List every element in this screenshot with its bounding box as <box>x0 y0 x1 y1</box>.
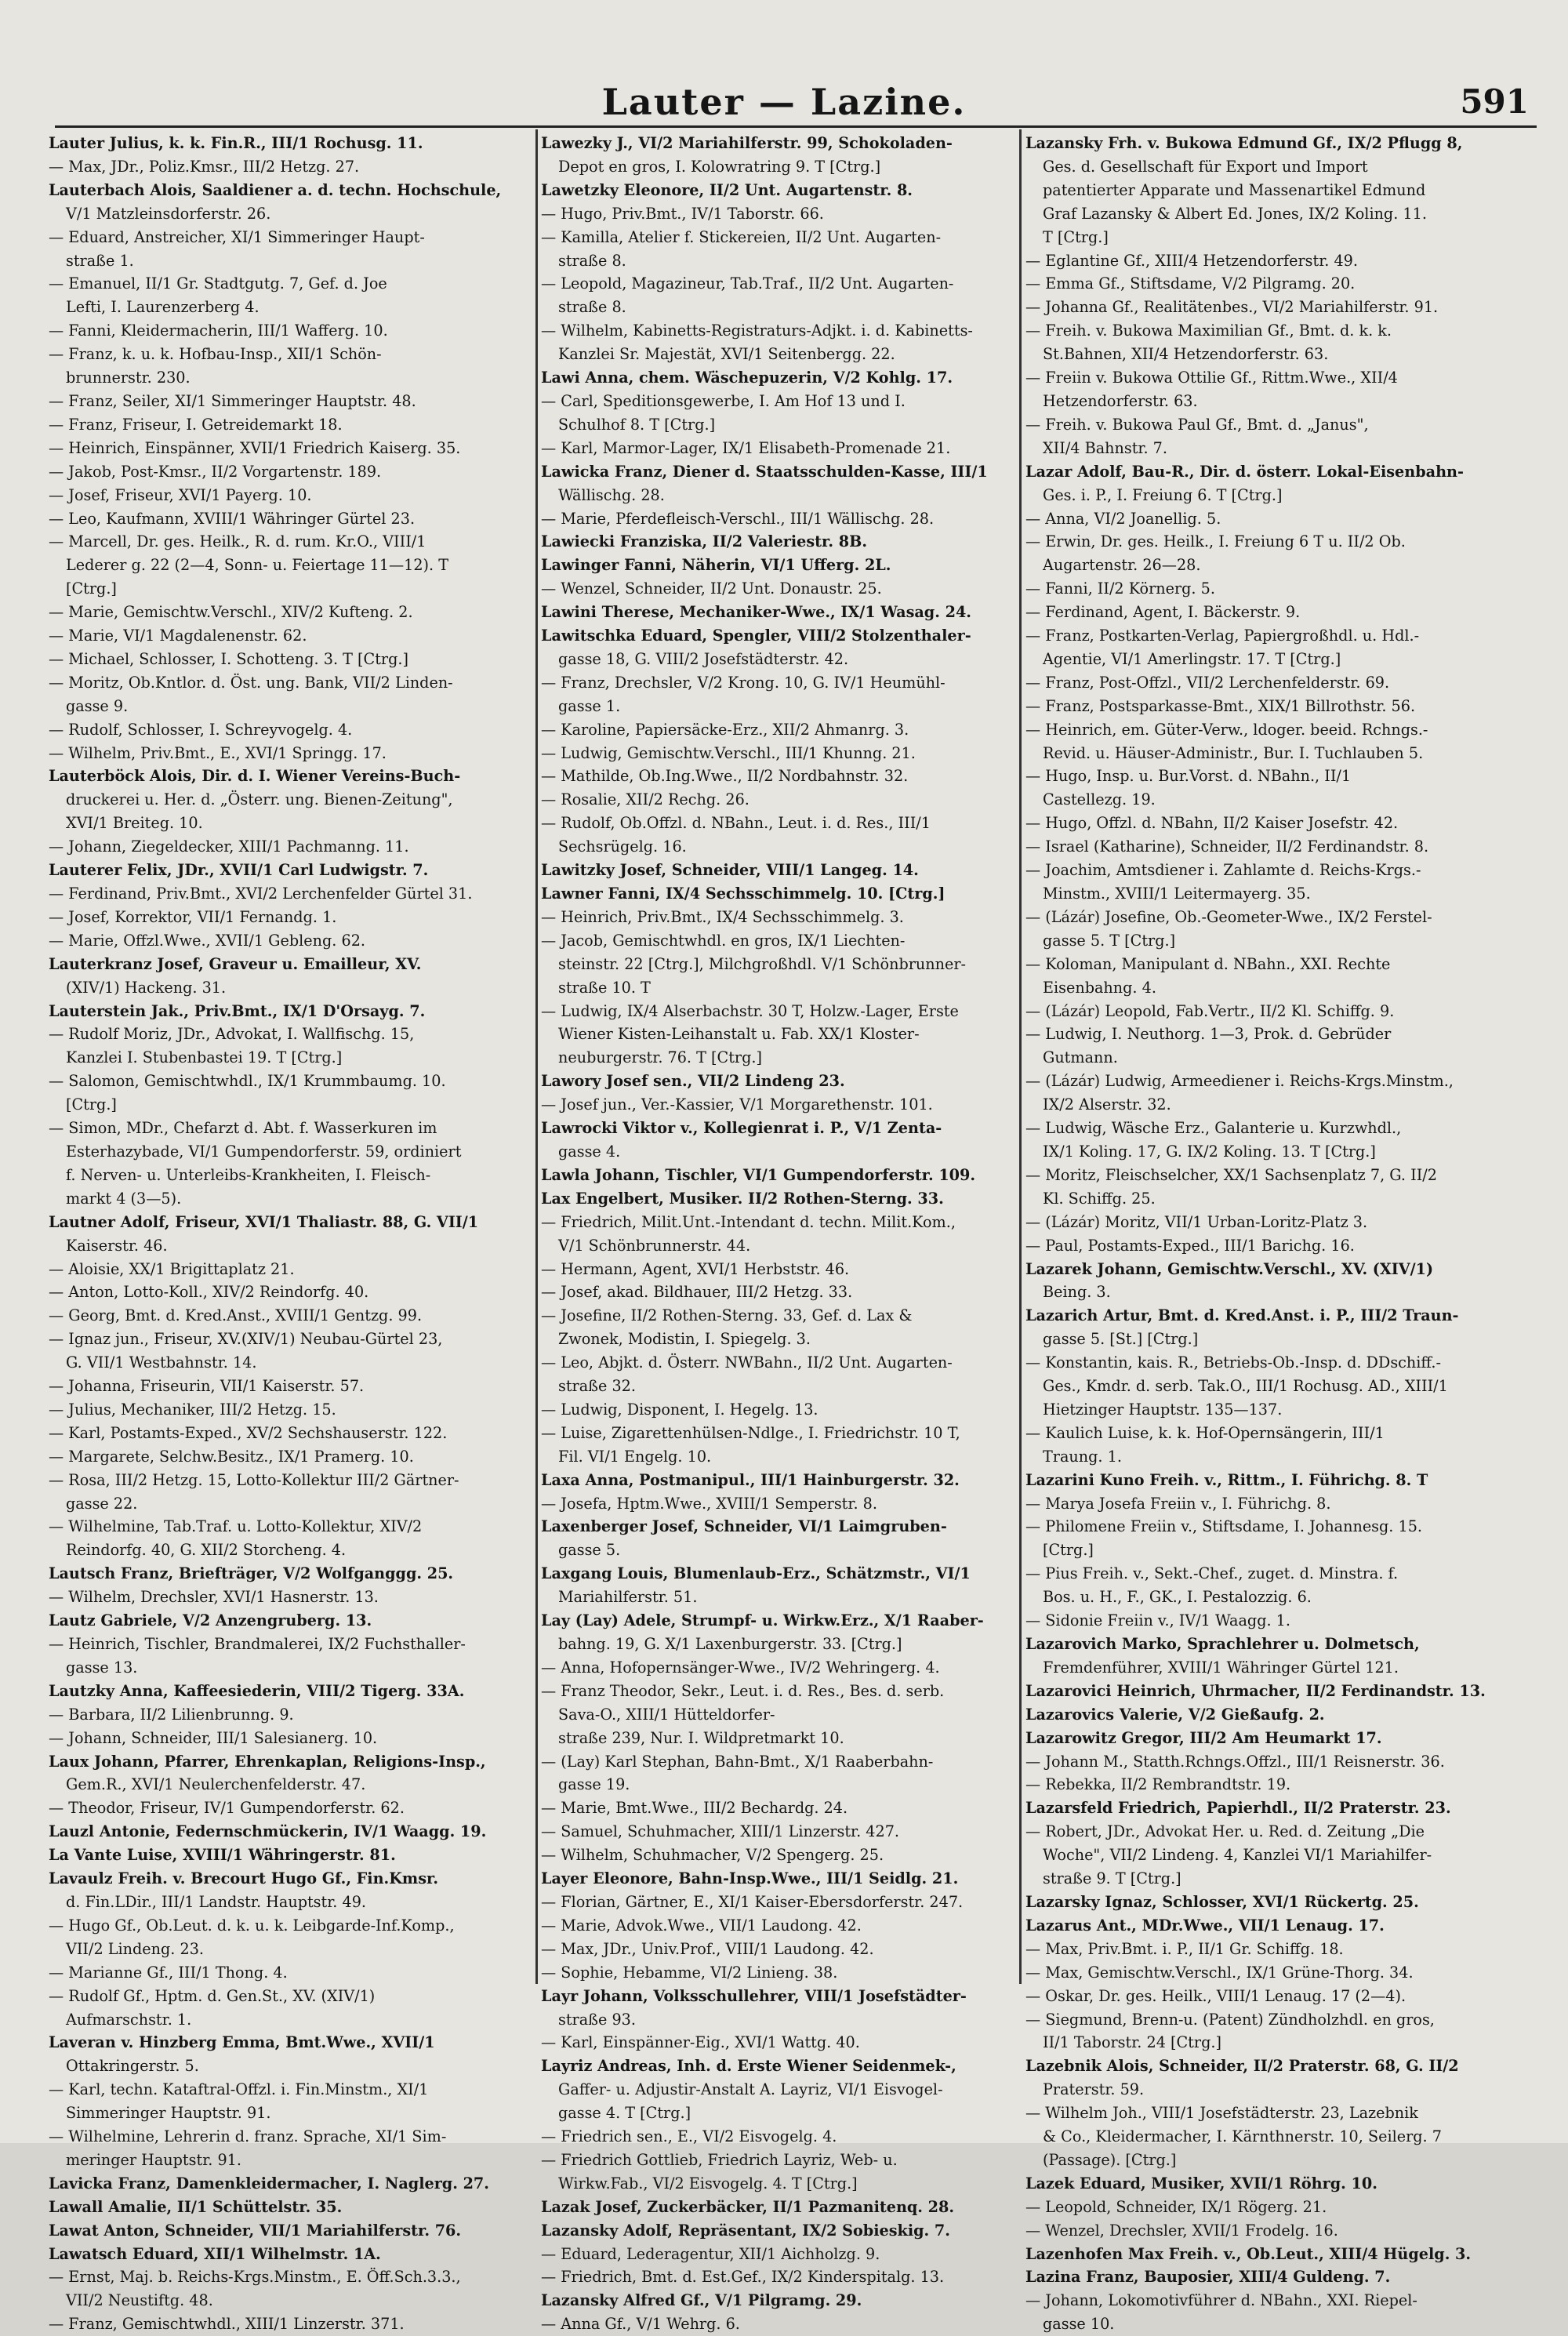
entry-line: — Leo, Abjkt. d. Österr. NWBahn., II/2 Unt. Augarten- <box>541 1353 953 1372</box>
entry-line: — Aloisie, XX/1 Brigittaplatz 21. <box>49 1259 295 1278</box>
entry-continuation: Ges., Kmdr. d. serb. Tak.O., III/1 Rochusg. AD., XIII/1 <box>1043 1377 1448 1396</box>
entry-heading: Lazebnik Alois, Schneider, II/2 Praterstr. 68, G. II/2 <box>1025 2057 1459 2076</box>
entry-continuation: T [Ctrg.] <box>1043 227 1109 246</box>
entry-continuation: Hetzendorferstr. 63. <box>1043 391 1198 410</box>
entry-heading: Lauterböck Alois, Dir. d. I. Wiener Vereins-Buch- <box>49 767 461 786</box>
entry-continuation: Woche", VII/2 Lindeng. 4, Kanzlei VI/1 Mariahilfer- <box>1043 1846 1432 1865</box>
entry-line: — Franz, Friseur, I. Getreidemarkt 18. <box>49 415 343 434</box>
entry-continuation: gasse 5. [St.] [Ctrg.] <box>1043 1330 1199 1349</box>
entry-line: — Philomene Freiin v., Stiftsdame, I. Johannesg. 15. <box>1025 1517 1423 1536</box>
entry-line: — Josefine, II/2 Rothen-Sterng. 33, Gef. d. Lax & <box>541 1306 913 1325</box>
entry-continuation: brunnerstr. 230. <box>66 369 191 387</box>
entry-line: — Franz, Postsparkasse-Bmt., XIX/1 Billrothstr. 56. <box>1025 696 1416 715</box>
header-rule <box>55 125 1537 128</box>
entry-line: — Theodor, Friseur, IV/1 Gumpendorferstr. 62. <box>49 1799 405 1818</box>
entry-line: — Barbara, II/2 Lilienbrunng. 9. <box>49 1705 294 1724</box>
entry-continuation: Sechsrügelg. 16. <box>558 837 687 856</box>
entry-continuation: patentierter Apparate und Massenartikel Edmund <box>1043 180 1426 199</box>
entry-heading: Laxenberger Josef, Schneider, VI/1 Laimgruben- <box>541 1517 947 1536</box>
entry-line: — Kamilla, Atelier f. Stickereien, II/2 Unt. Augarten- <box>541 227 942 246</box>
entry-continuation: straße 32. <box>558 1377 636 1396</box>
entry-continuation: Hietzinger Hauptstr. 135—137. <box>1043 1400 1283 1419</box>
entry-heading: Lawitschka Eduard, Spengler, VIII/2 Stolzenthaler- <box>541 627 971 645</box>
entry-line: — Franz, Post-Offzl., VII/2 Lerchenfelderstr. 69. <box>1025 673 1390 692</box>
entry-line: — Fanni, II/2 Körnerg. 5. <box>1025 579 1215 598</box>
entry-line: — (Lázár) Josefine, Ob.-Geometer-Wwe., IX/2 Ferstel- <box>1025 907 1432 926</box>
entry-line: — Josef, akad. Bildhauer, III/2 Hetzg. 33. <box>541 1283 853 1302</box>
entry-continuation: straße 9. T [Ctrg.] <box>1043 1869 1181 1888</box>
entry-continuation: VII/2 Lindeng. 23. <box>66 1939 205 1958</box>
entry-heading: Lauter Julius, k. k. Fin.R., III/1 Rochusg. 11. <box>49 134 423 152</box>
entry-heading: Lawiecki Franziska, II/2 Valeriestr. 8B. <box>541 532 868 551</box>
entry-line: — Pius Freih. v., Sekt.-Chef., zuget. d. Minstra. f. <box>1025 1564 1399 1583</box>
entry-line: — Johann, Schneider, III/1 Salesianerg. 10. <box>49 1728 378 1747</box>
entry-heading: Lawner Fanni, IX/4 Sechsschimmelg. 10. [Ctrg.] <box>541 885 946 903</box>
entry-continuation: Ges. i. P., I. Freiung 6. T [Ctrg.] <box>1043 485 1283 504</box>
entry-heading: Laxgang Louis, Blumenlaub-Erz., Schätzmstr., VI/1 <box>541 1564 971 1583</box>
entry-heading: Lavicka Franz, Damenkleidermacher, I. Naglerg. 27. <box>49 2174 489 2192</box>
entry-continuation: [Ctrg.] <box>1043 1541 1094 1560</box>
entry-line: — Ernst, Maj. b. Reichs-Krgs.Minstm., E. Öff.Sch.3.3., <box>49 2268 461 2287</box>
entry-line: — Fanni, Kleidermacherin, III/1 Wafferg. 10. <box>49 322 388 340</box>
entry-line: — Marie, Advok.Wwe., VII/1 Laudong. 42. <box>541 1916 862 1935</box>
entry-continuation: Revid. u. Häuser-Administr., Bur. I. Tuchlauben 5. <box>1043 743 1424 762</box>
entry-line: — Sophie, Hebamme, VI/2 Linieng. 38. <box>541 1963 838 1982</box>
entry-heading: Lazarsky Ignaz, Schlosser, XVI/1 Rückertg. 25. <box>1025 1892 1419 1911</box>
entry-continuation: VII/2 Neustiftg. 48. <box>66 2291 213 2310</box>
entry-continuation: Ges. d. Gesellschaft für Export und Import <box>1043 157 1368 176</box>
column-divider <box>535 129 538 1984</box>
entry-line: — Mathilde, Ob.Ing.Wwe., II/2 Nordbahnstr. 32. <box>541 767 909 786</box>
entry-continuation: Kl. Schiffg. 25. <box>1043 1189 1156 1208</box>
entry-line: — Konstantin, kais. R., Betriebs-Ob.-Insp. d. DDschiff.- <box>1025 1353 1441 1372</box>
entry-heading: Lazansky Frh. v. Bukowa Edmund Gf., IX/2 Pflugg 8, <box>1025 134 1463 152</box>
entry-line: — Moritz, Fleischselcher, XX/1 Sachsenplatz 7, G. II/2 <box>1025 1165 1437 1184</box>
page-header <box>0 74 1568 129</box>
entry-continuation: Mariahilferstr. 51. <box>558 1588 698 1607</box>
entry-line: — Johann M., Statth.Rchngs.Offzl., III/1 Reisnerstr. 36. <box>1025 1752 1445 1771</box>
entry-line: — Carl, Speditionsgewerbe, I. Am Hof 13 und I. <box>541 391 906 410</box>
entry-line: — Franz, k. u. k. Hofbau-Insp., XII/1 Schön- <box>49 345 382 364</box>
entry-line: — Wilhelm, Priv.Bmt., E., XVI/1 Springg. 17. <box>49 743 387 762</box>
entry-continuation: druckerei u. Her. d. „Österr. ung. Bienen-Zeitung", <box>66 790 453 809</box>
entry-line: — Heinrich, Einspänner, XVII/1 Friedrich Kaiserg. 35. <box>49 438 461 457</box>
entry-continuation: (Passage). [Ctrg.] <box>1043 2150 1177 2169</box>
entry-line: — Emma Gf., Stiftsdame, V/2 Pilgramg. 20. <box>1025 274 1356 293</box>
entry-continuation: Praterstr. 59. <box>1043 2080 1145 2099</box>
entry-heading: Lazarowitz Gregor, III/2 Am Heumarkt 17. <box>1025 1728 1382 1747</box>
entry-line: — Wilhelm, Kabinetts-Registraturs-Adjkt. i. d. Kabinetts- <box>541 322 973 340</box>
entry-line: — Rudolf, Schlosser, I. Schreyvogelg. 4. <box>49 720 353 739</box>
entry-line: — Franz Theodor, Sekr., Leut. i. d. Res., Bes. d. serb. <box>541 1681 945 1700</box>
entry-continuation: meringer Hauptstr. 91. <box>66 2150 241 2169</box>
entry-line: — Wilhelm Joh., VIII/1 Josefstädterstr. 23, Lazebnik <box>1025 2104 1418 2123</box>
entry-heading: Layriz Andreas, Inh. d. Erste Wiener Seidenmek-, <box>541 2057 956 2076</box>
entry-continuation: straße 10. T <box>558 978 651 997</box>
entry-continuation: d. Fin.LDir., III/1 Landstr. Hauptstr. 49. <box>66 1892 367 1911</box>
entry-line: — Marie, Bmt.Wwe., III/2 Bechardg. 24. <box>541 1799 848 1818</box>
entry-continuation: Eisenbahng. 4. <box>1043 978 1156 997</box>
entry-continuation: Gaffer- u. Adjustir-Anstalt A. Layriz, VI/1 Eisvogel- <box>558 2080 943 2099</box>
entry-line: — Rebekka, II/2 Rembrandtstr. 19. <box>1025 1775 1291 1794</box>
entry-continuation: Aufmarschstr. 1. <box>66 2010 192 2029</box>
entry-line: — Karl, Marmor-Lager, IX/1 Elisabeth-Promenade 21. <box>541 438 951 457</box>
entry-line: — Rudolf Moriz, JDr., Advokat, I. Wallfischg. 15, <box>49 1025 415 1044</box>
entry-line: — Jakob, Post-Kmsr., II/2 Vorgartenstr. 189. <box>49 462 382 481</box>
entry-heading: Lazak Josef, Zuckerbäcker, II/1 Pazmanitenq. 28. <box>541 2197 955 2216</box>
entry-line: — Anna Gf., V/1 Wehrg. 6. <box>541 2315 740 2334</box>
entry-line: — Jacob, Gemischtwhdl. en gros, IX/1 Liechten- <box>541 931 906 950</box>
entry-line: — Josef, Friseur, XVI/1 Payerg. 10. <box>49 485 312 504</box>
entry-heading: Lawini Therese, Mechaniker-Wwe., IX/1 Wasag. 24. <box>541 603 971 622</box>
entry-continuation: Being. 3. <box>1043 1283 1111 1302</box>
entry-heading: Lazarek Johann, Gemischtw.Verschl., XV. (XIV/1) <box>1025 1259 1434 1278</box>
entry-heading: Lazarus Ant., MDr.Wwe., VII/1 Lenaug. 17. <box>1025 1916 1385 1935</box>
entry-line: — Freih. v. Bukowa Maximilian Gf., Bmt. d. k. k. <box>1025 322 1392 340</box>
entry-continuation: Lefti, I. Laurenzerberg 4. <box>66 298 260 317</box>
page-title: Lauter — Lazine. <box>601 81 967 123</box>
entry-line: — Israel (Katharine), Schneider, II/2 Ferdinandstr. 8. <box>1025 837 1429 856</box>
entry-heading: Laxa Anna, Postmanipul., III/1 Hainburgerstr. 32. <box>541 1470 960 1489</box>
entry-line: — Marie, Offzl.Wwe., XVII/1 Gebleng. 62. <box>49 931 365 950</box>
entry-line: — Leopold, Magazineur, Tab.Traf., II/2 Unt. Augarten- <box>541 274 954 293</box>
entry-continuation: Kaiserstr. 46. <box>66 1236 168 1255</box>
entry-continuation: Kanzlei I. Stubenbastei 19. T [Ctrg.] <box>66 1048 343 1067</box>
entry-line: — Luise, Zigarettenhülsen-Ndlge., I. Friedrichstr. 10 T, <box>541 1423 960 1442</box>
entry-line: — Marianne Gf., III/1 Thong. 4. <box>49 1963 288 1982</box>
entry-continuation: Ottakringerstr. 5. <box>66 2057 199 2076</box>
entry-continuation: II/1 Taborstr. 24 [Ctrg.] <box>1043 2033 1221 2052</box>
entry-line: — Marie, VI/1 Magdalenenstr. 62. <box>49 627 307 645</box>
entry-continuation: Agentie, VI/1 Amerlingstr. 17. T [Ctrg.] <box>1043 649 1341 668</box>
entry-continuation: Augartenstr. 26—28. <box>1043 556 1201 575</box>
entry-line: — Freih. v. Bukowa Paul Gf., Bmt. d. „Janus", <box>1025 415 1369 434</box>
entry-continuation: V/1 Matzleinsdorferstr. 26. <box>66 204 271 223</box>
entry-heading: Lawory Josef sen., VII/2 Lindeng 23. <box>541 1072 845 1091</box>
entry-heading: Laux Johann, Pfarrer, Ehrenkaplan, Religions-Insp., <box>49 1752 486 1771</box>
entry-continuation: XII/4 Bahnstr. 7. <box>1043 438 1167 457</box>
entry-continuation: Schulhof 8. T [Ctrg.] <box>558 415 716 434</box>
entry-continuation: Graf Lazansky & Albert Ed. Jones, IX/2 Koling. 11. <box>1043 204 1427 223</box>
entry-line: — Paul, Postamts-Exped., III/1 Barichg. 16. <box>1025 1236 1355 1255</box>
entry-line: — Samuel, Schuhmacher, XIII/1 Linzerstr. 427. <box>541 1822 900 1841</box>
entry-heading: Lazek Eduard, Musiker, XVII/1 Röhrg. 10. <box>1025 2174 1377 2192</box>
entry-continuation: gasse 4. T [Ctrg.] <box>558 2104 691 2123</box>
entry-line: — (Lay) Karl Stephan, Bahn-Bmt., X/1 Raaberbahn- <box>541 1752 934 1771</box>
entry-continuation: gasse 22. <box>66 1494 138 1513</box>
entry-line: — Ludwig, Disponent, I. Hegelg. 13. <box>541 1400 818 1419</box>
entry-continuation: XVI/1 Breiteg. 10. <box>66 814 203 833</box>
entry-line: — Koloman, Manipulant d. NBahn., XXI. Rechte <box>1025 954 1391 973</box>
entry-continuation: gasse 4. <box>558 1142 621 1161</box>
entry-heading: Lawat Anton, Schneider, VII/1 Mariahilferstr. 76. <box>49 2221 462 2240</box>
entry-heading: Lautsch Franz, Briefträger, V/2 Wolfganggg. 25. <box>49 1564 454 1583</box>
entry-line: — Johanna Gf., Realitätenbes., VI/2 Mariahilferstr. 91. <box>1025 298 1439 317</box>
entry-line: — Karl, Postamts-Exped., XV/2 Sechshauserstr. 122. <box>49 1423 448 1442</box>
entry-heading: Lawezky J., VI/2 Mariahilferstr. 99, Schokoladen- <box>541 134 953 152</box>
entry-line: — Karoline, Papiersäcke-Erz., XII/2 Ahmanrg. 3. <box>541 720 909 739</box>
entry-line: — Joachim, Amtsdiener i. Zahlamte d. Reichs-Krgs.- <box>1025 861 1421 880</box>
column-divider <box>1019 129 1022 1984</box>
entry-continuation: Kanzlei Sr. Majestät, XVI/1 Seitenbergg. 22. <box>558 345 895 364</box>
entry-continuation: V/1 Schönbrunnerstr. 44. <box>558 1236 751 1255</box>
entry-heading: Lauterbach Alois, Saaldiener a. d. techn. Hochschule, <box>49 180 502 199</box>
entry-heading: Lazina Franz, Bauposier, XIII/4 Guldeng. 7. <box>1025 2268 1391 2287</box>
entry-line: — Max, JDr., Univ.Prof., VIII/1 Laudong. 42. <box>541 1939 874 1958</box>
entry-line: — Johann, Lokomotivführer d. NBahn., XXI. Riepel- <box>1025 2291 1417 2310</box>
entry-line: — (Lázár) Ludwig, Armeediener i. Reichs-Krgs.Minstm., <box>1025 1072 1454 1091</box>
entry-line: — (Lázár) Moritz, VII/1 Urban-Loritz-Platz 3. <box>1025 1212 1368 1231</box>
entry-continuation: f. Nerven- u. Unterleibs-Krankheiten, I. Fleisch- <box>66 1165 431 1184</box>
entry-line: — Josef, Korrektor, VII/1 Fernandg. 1. <box>49 907 337 926</box>
entry-continuation: IX/2 Alserstr. 32. <box>1043 1095 1171 1114</box>
entry-line: — Wenzel, Drechsler, XVII/1 Frodelg. 16. <box>1025 2221 1338 2240</box>
entry-line: — Wilhelm, Schuhmacher, V/2 Spengerg. 25. <box>541 1846 884 1865</box>
directory-column-2 <box>541 132 1015 2334</box>
entry-continuation: Gutmann. <box>1043 1048 1118 1067</box>
entry-line: — Ludwig, Gemischtw.Verschl., III/1 Khunng. 21. <box>541 743 916 762</box>
entry-line: — (Lázár) Leopold, Fab.Vertr., II/2 Kl. Schiffg. 9. <box>1025 1001 1395 1020</box>
entry-line: — Julius, Mechaniker, III/2 Hetzg. 15. <box>49 1400 336 1419</box>
entry-continuation: Castellezg. 19. <box>1043 790 1156 809</box>
entry-heading: Lawinger Fanni, Näherin, VI/1 Ufferg. 2L. <box>541 556 891 575</box>
entry-continuation: gasse 13. <box>66 1658 138 1677</box>
entry-line: — Max, Priv.Bmt. i. P., II/1 Gr. Schiffg. 18. <box>1025 1939 1344 1958</box>
page-number: 591 <box>1460 82 1529 121</box>
entry-heading: Lautner Adolf, Friseur, XVI/1 Thaliastr. 88, G. VII/1 <box>49 1212 479 1231</box>
entry-continuation: Sava-O., XIII/1 Hütteldorfer- <box>558 1705 775 1724</box>
entry-line: — Rudolf, Ob.Offzl. d. NBahn., Leut. i. d. Res., III/1 <box>541 814 931 833</box>
entry-continuation: [Ctrg.] <box>66 579 117 598</box>
entry-line: — Leo, Kaufmann, XVIII/1 Währinger Gürtel 23. <box>49 509 416 528</box>
entry-continuation: Fremdenführer, XVIII/1 Währinger Gürtel 121. <box>1043 1658 1399 1677</box>
entry-line: — Johann, Ziegeldecker, XIII/1 Pachmanng. 11. <box>49 837 409 856</box>
entry-heading: Layr Johann, Volksschullehrer, VIII/1 Josefstädter- <box>541 1986 967 2005</box>
entry-line: — Heinrich, Priv.Bmt., IX/4 Sechsschimmelg. 3. <box>541 907 904 926</box>
entry-line: — Ludwig, I. Neuthorg. 1—3, Prok. d. Gebrüder <box>1025 1025 1392 1044</box>
entry-line: — Moritz, Ob.Kntlor. d. Öst. ung. Bank, VII/2 Linden- <box>49 673 453 692</box>
entry-line: — Hugo, Priv.Bmt., IV/1 Taborstr. 66. <box>541 204 824 223</box>
entry-continuation: gasse 5. <box>558 1541 621 1560</box>
entry-line: — Ludwig, IX/4 Alserbachstr. 30 T, Holzw.-Lager, Erste <box>541 1001 959 1020</box>
entry-line: — Kaulich Luise, k. k. Hof-Opernsängerin, III/1 <box>1025 1423 1385 1442</box>
entry-heading: Lazarini Kuno Freih. v., Rittm., I. Führichg. 8. T <box>1025 1470 1428 1489</box>
entry-line: — Marya Josefa Freiin v., I. Führichg. 8. <box>1025 1494 1331 1513</box>
entry-line: — Max, JDr., Poliz.Kmsr., III/2 Hetzg. 27. <box>49 157 360 176</box>
entry-continuation: straße 239, Nur. I. Wildpretmarkt 10. <box>558 1728 844 1747</box>
entry-line: — Friedrich Gottlieb, Friedrich Layriz, Web- u. <box>541 2150 898 2169</box>
entry-line: — Florian, Gärtner, E., XI/1 Kaiser-Ebersdorferstr. 247. <box>541 1892 964 1911</box>
entry-continuation: (XIV/1) Hackeng. 31. <box>66 978 227 997</box>
entry-continuation: Lederer g. 22 (2—4, Sonn- u. Feiertage 11—12). T <box>66 556 449 575</box>
entry-heading: Lawitzky Josef, Schneider, VIII/1 Langeg. 14. <box>541 861 919 880</box>
entry-line: — Ignaz jun., Friseur, XV.(XIV/1) Neubau-Gürtel 23, <box>49 1330 443 1349</box>
entry-continuation: markt 4 (3—5). <box>66 1189 182 1208</box>
entry-continuation: Bos. u. H., F., GK., I. Pestalozzig. 6. <box>1043 1588 1312 1607</box>
entry-line: — Hermann, Agent, XVI/1 Herbststr. 46. <box>541 1259 850 1278</box>
entry-line: — Wilhelmine, Lehrerin d. franz. Sprache, XI/1 Sim- <box>49 2127 447 2146</box>
entry-heading: Lauterkranz Josef, Graveur u. Emailleur, XV. <box>49 954 422 973</box>
entry-continuation: gasse 1. <box>558 696 621 715</box>
entry-continuation: Reindorfg. 40, G. XII/2 Storcheng. 4. <box>66 1541 347 1560</box>
entry-continuation: straße 93. <box>558 2010 636 2029</box>
entry-line: — Franz, Postkarten-Verlag, Papiergroßhdl. u. Hdl.- <box>1025 627 1420 645</box>
entry-heading: Lauterstein Jak., Priv.Bmt., IX/1 D'Orsayg. 7. <box>49 1001 426 1020</box>
entry-line: — Rudolf Gf., Hptm. d. Gen.St., XV. (XIV/1) <box>49 1986 376 2005</box>
entry-continuation: IX/1 Koling. 17, G. IX/2 Koling. 13. T [Ctrg.] <box>1043 1142 1376 1161</box>
entry-line: — Friedrich, Bmt. d. Est.Gef., IX/2 Kinderspitalg. 13. <box>541 2268 945 2287</box>
entry-heading: Lawatsch Eduard, XII/1 Wilhelmstr. 1A. <box>49 2244 381 2263</box>
entry-line: — Robert, JDr., Advokat Her. u. Red. d. Zeitung „Die <box>1025 1822 1425 1841</box>
entry-line: — Georg, Bmt. d. Kred.Anst., XVIII/1 Gentzg. 99. <box>49 1306 423 1325</box>
entry-line: — Hugo, Offzl. d. NBahn, II/2 Kaiser Josefstr. 42. <box>1025 814 1399 833</box>
entry-line: — Ferdinand, Agent, I. Bäckerstr. 9. <box>1025 603 1301 622</box>
entry-line: — Karl, Einspänner-Eig., XVI/1 Wattg. 40. <box>541 2033 860 2052</box>
entry-heading: Lazar Adolf, Bau-R., Dir. d. österr. Lokal-Eisenbahn- <box>1025 462 1464 481</box>
entry-line: — Oskar, Dr. ges. Heilk., VIII/1 Lenaug. 17 (2—4). <box>1025 1986 1406 2005</box>
entry-heading: Laveran v. Hinzberg Emma, Bmt.Wwe., XVII/1 <box>49 2033 435 2052</box>
entry-continuation: gasse 10. <box>1043 2315 1115 2334</box>
entry-heading: Lautzky Anna, Kaffeesiederin, VIII/2 Tigerg. 33A. <box>49 1681 465 1700</box>
entry-line: — Franz, Drechsler, V/2 Krong. 10, G. IV/1 Heumühl- <box>541 673 946 692</box>
entry-line: — Josefa, Hptm.Wwe., XVIII/1 Semperstr. 8. <box>541 1494 877 1513</box>
entry-continuation: G. VII/1 Westbahnstr. 14. <box>66 1353 257 1372</box>
entry-continuation: Minstm., XVIII/1 Leitermayerg. 35. <box>1043 885 1311 903</box>
entry-line: — Heinrich, em. Güter-Verw., ldoger. beeid. Rchngs.- <box>1025 720 1428 739</box>
entry-line: — Hugo Gf., Ob.Leut. d. k. u. k. Leibgarde-Inf.Komp., <box>49 1916 455 1935</box>
entry-line: — Wilhelm, Drechsler, XVI/1 Hasnerstr. 13. <box>49 1588 379 1607</box>
directory-column-3 <box>1025 132 1543 2334</box>
entry-line: — Sidonie Freiin v., IV/1 Waagg. 1. <box>1025 1611 1290 1630</box>
entry-heading: Lawi Anna, chem. Wäschepuzerin, V/2 Kohlg. 17. <box>541 369 953 387</box>
entry-continuation: Esterhazybade, VI/1 Gumpendorferstr. 59, ordiniert <box>66 1142 462 1161</box>
entry-line: — Hugo, Insp. u. Bur.Vorst. d. NBahn., II/1 <box>1025 767 1352 786</box>
entry-heading: Lazarich Artur, Bmt. d. Kred.Anst. i. P., III/2 Traun- <box>1025 1306 1459 1325</box>
entry-line: — Karl, techn. Kataftral-Offzl. i. Fin.Minstm., XI/1 <box>49 2080 429 2099</box>
entry-continuation: neuburgerstr. 76. T [Ctrg.] <box>558 1048 762 1067</box>
entry-line: — Michael, Schlosser, I. Schotteng. 3. T [Ctrg.] <box>49 649 408 668</box>
entry-continuation: gasse 19. <box>558 1775 630 1794</box>
entry-continuation: Zwonek, Modistin, I. Spiegelg. 3. <box>558 1330 811 1349</box>
entry-line: — Wilhelmine, Tab.Traf. u. Lotto-Kollektur, XIV/2 <box>49 1517 423 1536</box>
entry-continuation: Depot en gros, I. Kolowratring 9. T [Ctrg.] <box>558 157 881 176</box>
entry-continuation: Traung. 1. <box>1043 1447 1122 1466</box>
entry-line: — Marcell, Dr. ges. Heilk., R. d. rum. Kr.O., VIII/1 <box>49 532 426 551</box>
entry-continuation: & Co., Kleidermacher, I. Kärnthnerstr. 10, Seilerg. 7 <box>1043 2127 1442 2146</box>
entry-line: — Margarete, Selchw.Besitz., IX/1 Pramerg. 10. <box>49 1447 414 1466</box>
entry-line: — Rosa, III/2 Hetzg. 15, Lotto-Kollektur III/2 Gärtner- <box>49 1470 459 1489</box>
entry-heading: Lawicka Franz, Diener d. Staatsschulden-Kasse, III/1 <box>541 462 988 481</box>
entry-line: — Anton, Lotto-Koll., XIV/2 Reindorfg. 40. <box>49 1283 369 1302</box>
entry-heading: Lavaulz Freih. v. Brecourt Hugo Gf., Fin.Kmsr. <box>49 1869 439 1888</box>
entry-continuation: straße 8. <box>558 251 626 270</box>
entry-heading: Lazenhofen Max Freih. v., Ob.Leut., XIII/4 Hügelg. 3. <box>1025 2244 1472 2263</box>
entry-line: — Eduard, Lederagentur, XII/1 Aichholzg. 9. <box>541 2244 880 2263</box>
entry-continuation: St.Bahnen, XII/4 Hetzendorferstr. 63. <box>1043 345 1329 364</box>
entry-line: — Emanuel, II/1 Gr. Stadtgutg. 7, Gef. d. Joe <box>49 274 387 293</box>
entry-continuation: gasse 9. <box>66 696 129 715</box>
entry-line: — Marie, Gemischtw.Verschl., XIV/2 Kufteng. 2. <box>49 603 413 622</box>
entry-heading: Layer Eleonore, Bahn-Insp.Wwe., III/1 Seidlg. 21. <box>541 1869 959 1888</box>
entry-heading: La Vante Luise, XVIII/1 Währingerstr. 81. <box>49 1846 396 1865</box>
entry-heading: Lazarovici Heinrich, Uhrmacher, II/2 Ferdinandstr. 13. <box>1025 1681 1486 1700</box>
entry-heading: Lax Engelbert, Musiker. II/2 Rothen-Sterng. 33. <box>541 1189 944 1208</box>
entry-line: — Eduard, Anstreicher, XI/1 Simmeringer Haupt- <box>49 227 425 246</box>
entry-line: — Johanna, Friseurin, VII/1 Kaiserstr. 57. <box>49 1377 365 1396</box>
entry-heading: Lautz Gabriele, V/2 Anzengruberg. 13. <box>49 1611 372 1630</box>
entry-line: — Ferdinand, Priv.Bmt., XVI/2 Lerchenfelder Gürtel 31. <box>49 885 473 903</box>
entry-line: — Ludwig, Wäsche Erz., Galanterie u. Kurzwhdl., <box>1025 1119 1402 1138</box>
entry-line: — Anna, VI/2 Joanellig. 5. <box>1025 509 1221 528</box>
entry-continuation: straße 1. <box>66 251 134 270</box>
entry-heading: Lay (Lay) Adele, Strumpf- u. Wirkw.Erz., X/1 Raaber- <box>541 1611 984 1630</box>
entry-continuation: gasse 18, G. VIII/2 Josefstädterstr. 42. <box>558 649 849 668</box>
entry-continuation: gasse 5. T [Ctrg.] <box>1043 931 1176 950</box>
entry-line: — Friedrich sen., E., VI/2 Eisvogelg. 4. <box>541 2127 837 2146</box>
entry-line: — Freiin v. Bukowa Ottilie Gf., Rittm.Wwe., XII/4 <box>1025 369 1398 387</box>
entry-continuation: straße 8. <box>558 298 626 317</box>
entry-heading: Lazarovics Valerie, V/2 Gießaufg. 2. <box>1025 1705 1325 1724</box>
entry-line: — Franz, Gemischtwhdl., XIII/1 Linzerstr. 371. <box>49 2315 405 2334</box>
entry-line: — Simon, MDr., Chefarzt d. Abt. f. Wasserkuren im <box>49 1119 437 1138</box>
directory-column-1 <box>49 132 531 2334</box>
entry-line: — Josef jun., Ver.-Kassier, V/1 Morgarethenstr. 101. <box>541 1095 933 1114</box>
entry-heading: Lawrocki Viktor v., Kollegienrat i. P., V/1 Zenta- <box>541 1119 942 1138</box>
entry-heading: Lawetzky Eleonore, II/2 Unt. Augartenstr. 8. <box>541 180 913 199</box>
entry-line: — Wenzel, Schneider, II/2 Unt. Donaustr. 25. <box>541 579 882 598</box>
entry-heading: Lauzl Antonie, Federnschmückerin, IV/1 Waagg. 19. <box>49 1822 487 1841</box>
entry-continuation: Wiener Kisten-Leihanstalt u. Fab. XX/1 Kloster- <box>558 1025 920 1044</box>
entry-heading: Lazansky Alfred Gf., V/1 Pilgramg. 29. <box>541 2291 862 2310</box>
entry-line: — Leopold, Schneider, IX/1 Rögerg. 21. <box>1025 2197 1327 2216</box>
entry-line: — Erwin, Dr. ges. Heilk., I. Freiung 6 T u. II/2 Ob. <box>1025 532 1406 551</box>
entry-line: — Eglantine Gf., XIII/4 Hetzendorferstr. 49. <box>1025 251 1358 270</box>
entry-heading: Lauterer Felix, JDr., XVII/1 Carl Ludwigstr. 7. <box>49 861 429 880</box>
entry-heading: Lazarovich Marko, Sprachlehrer u. Dolmetsch, <box>1025 1635 1420 1653</box>
entry-continuation: Gem.R., XVI/1 Neulerchenfelderstr. 47. <box>66 1775 366 1794</box>
entry-continuation: Wirkw.Fab., VI/2 Eisvogelg. 4. T [Ctrg.] <box>558 2174 858 2192</box>
entry-line: — Franz, Seiler, XI/1 Simmeringer Hauptstr. 48. <box>49 391 416 410</box>
entry-line: — Anna, Hofopernsänger-Wwe., IV/2 Wehringerg. 4. <box>541 1658 940 1677</box>
entry-continuation: steinstr. 22 [Ctrg.], Milchgroßhdl. V/1 Schönbrunner- <box>558 954 967 973</box>
entry-line: — Siegmund, Brenn-u. (Patent) Zündholzhdl. en gros, <box>1025 2010 1435 2029</box>
entry-continuation: Fil. VI/1 Engelg. 10. <box>558 1447 712 1466</box>
entry-line: — Rosalie, XII/2 Rechg. 26. <box>541 790 750 809</box>
entry-line: — Salomon, Gemischtwhdl., IX/1 Krummbaumg. 10. <box>49 1072 446 1091</box>
entry-continuation: Simmeringer Hauptstr. 91. <box>66 2104 271 2123</box>
entry-continuation: [Ctrg.] <box>66 1095 117 1114</box>
entry-line: — Heinrich, Tischler, Brandmalerei, IX/2 Fuchsthaller- <box>49 1635 466 1653</box>
entry-heading: Lazarsfeld Friedrich, Papierhdl., II/2 Praterstr. 23. <box>1025 1799 1451 1818</box>
entry-line: — Max, Gemischtw.Verschl., IX/1 Grüne-Thorg. 34. <box>1025 1963 1414 1982</box>
entry-line: — Marie, Pferdefleisch-Verschl., III/1 Wällischg. 28. <box>541 509 935 528</box>
entry-line: — Friedrich, Milit.Unt.-Intendant d. techn. Milit.Kom., <box>541 1212 956 1231</box>
entry-heading: Lawla Johann, Tischler, VI/1 Gumpendorferstr. 109. <box>541 1165 976 1184</box>
entry-heading: Lazansky Adolf, Repräsentant, IX/2 Sobieskig. 7. <box>541 2221 950 2240</box>
entry-continuation: Wällischg. 28. <box>558 485 665 504</box>
entry-continuation: bahng. 19, G. X/1 Laxenburgerstr. 33. [Ctrg.] <box>558 1635 902 1653</box>
entry-heading: Lawall Amalie, II/1 Schüttelstr. 35. <box>49 2197 343 2216</box>
